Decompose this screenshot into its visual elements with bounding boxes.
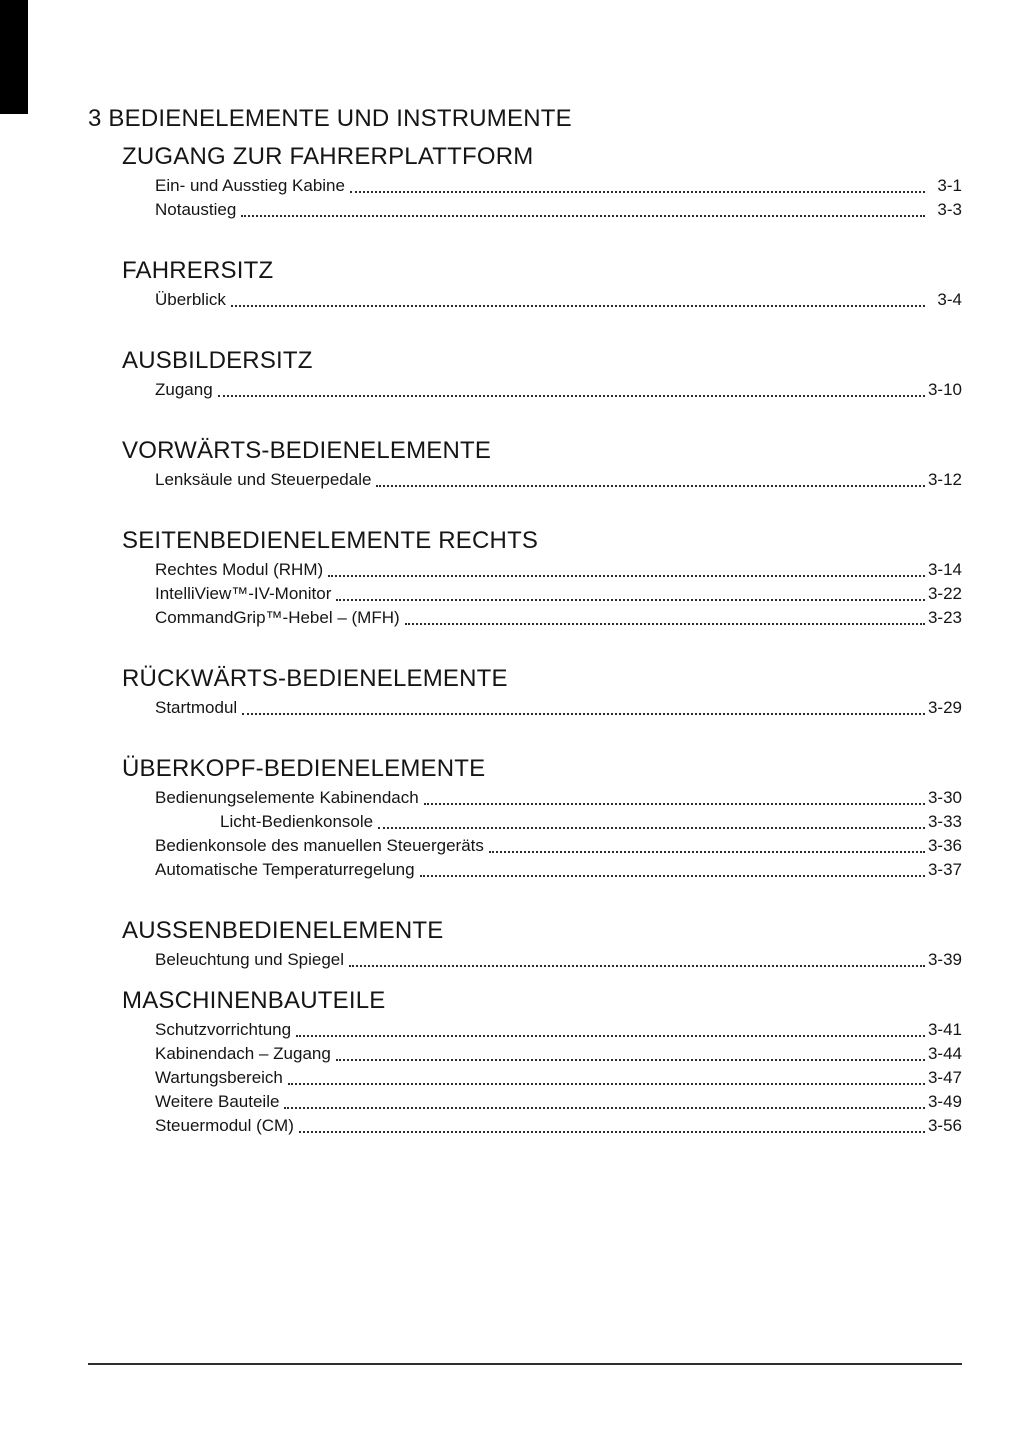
toc-entry-label: Zugang [155,380,213,399]
toc-entry [155,834,962,858]
toc-section [88,986,962,1138]
dot-leader [405,623,925,625]
toc-entry [155,558,962,582]
section-title: RÜCKWÄRTS-BEDIENELEMENTE [122,665,508,692]
toc-entry-label: Wartungsbereich [155,1068,283,1087]
toc-entry-page-number: 3-41 [927,1020,962,1039]
toc-entry [155,1114,962,1138]
toc-entry [155,1090,962,1114]
dot-leader [231,305,925,307]
toc-entry [155,696,962,720]
dot-leader [299,1131,925,1133]
toc-entry [155,606,962,630]
toc-entry-page-number: 3-49 [927,1092,962,1111]
toc-entry-label: Weitere Bauteile [155,1092,280,1111]
toc-entry-label: Ein- und Ausstieg Kabine [155,176,345,195]
section-title: VORWÄRTS-BEDIENELEMENTE [122,437,492,464]
toc-entry [155,174,962,198]
toc-entry-page-number: 3-39 [927,950,962,969]
toc-entry [220,810,962,834]
toc-entry-page-number: 3-30 [927,788,962,807]
toc-entry [155,1066,962,1090]
toc-entry [155,1018,962,1042]
toc-entry [155,582,962,606]
toc-entry-page-number: 3-33 [927,812,962,831]
section-title: AUSSENBEDIENELEMENTE [122,917,444,944]
toc-entry [155,858,962,882]
toc-entry-label: Schutzvorrichtung [155,1020,292,1039]
toc-section [88,664,962,720]
toc-entry [155,786,962,810]
dot-leader [336,599,925,601]
toc-entry-label: Startmodul [155,698,238,717]
toc-entry [155,1042,962,1066]
toc-entry [155,468,962,492]
toc-entry [155,378,962,402]
toc-entry-label: Rechtes Modul (RHM) [155,560,324,579]
dot-leader [242,713,925,715]
toc-entry-label: Überblick [155,290,226,309]
toc-content [88,104,962,1138]
toc-entry-page-number: 3-44 [927,1044,962,1063]
toc-entry-page-number: 3-10 [927,380,962,399]
toc-entry-page-number: 3-22 [927,584,962,603]
page-corner-mark [0,0,28,114]
toc-entry-page-number: 3-12 [927,470,962,489]
toc-section [88,916,962,972]
toc-section [88,256,962,312]
section-title: ÜBERKOPF-BEDIENELEMENTE [122,755,486,782]
toc-entry-page-number: 3-47 [927,1068,962,1087]
dot-leader [328,575,925,577]
dot-leader [218,395,925,397]
section-title: SEITENBEDIENELEMENTE RECHTS [122,527,539,554]
chapter-title: 3 BEDIENELEMENTE UND INSTRUMENTE [88,105,572,132]
toc-sections [88,142,962,1138]
toc-entry-page-number: 3-3 [937,200,962,219]
toc-entry-label: Beleuchtung und Spiegel [155,950,345,969]
toc-entry [155,288,962,312]
toc-entry-label: Lenksäule und Steuerpedale [155,470,372,489]
dot-leader [349,965,925,967]
toc-entry-page-number: 3-29 [927,698,962,717]
toc-entry-label: Automatische Temperaturregelung [155,860,415,879]
toc-entry-label: IntelliView™-IV-Monitor [155,584,332,603]
toc-section [88,142,962,222]
toc-section [88,754,962,882]
toc-entry-page-number: 3-56 [927,1116,962,1135]
toc-entry-label: Bedienkonsole des manuellen Steuergeräts [155,836,484,855]
toc-entry-label: CommandGrip™-Hebel – (MFH) [155,608,400,627]
dot-leader [350,191,925,193]
toc-entry [155,948,962,972]
footer-rule [88,1363,962,1365]
dot-leader [284,1107,925,1109]
dot-leader [378,827,925,829]
dot-leader [288,1083,925,1085]
toc-entry-page-number: 3-1 [937,176,962,195]
toc-entry-label: Bedienungselemente Kabinendach [155,788,419,807]
toc-entry-label: Notaustieg [155,200,237,219]
toc-entry-label: Steuermodul (CM) [155,1116,294,1135]
toc-section [88,526,962,630]
toc-entry-page-number: 3-4 [937,290,962,309]
dot-leader [420,875,925,877]
dot-leader [376,485,925,487]
section-title: AUSBILDERSITZ [122,347,313,374]
toc-entry [155,198,962,222]
toc-section [88,436,962,492]
toc-entry-page-number: 3-37 [927,860,962,879]
toc-entry-label: Licht-Bedienkonsole [220,812,374,831]
dot-leader [336,1059,925,1061]
dot-leader [489,851,925,853]
dot-leader [424,803,925,805]
toc-entry-page-number: 3-14 [927,560,962,579]
toc-entry-label: Kabinendach – Zugang [155,1044,331,1063]
dot-leader [296,1035,925,1037]
toc-entry-page-number: 3-36 [927,836,962,855]
section-title: MASCHINENBAUTEILE [122,987,386,1014]
section-title: ZUGANG ZUR FAHRERPLATTFORM [122,143,534,170]
toc-entry-page-number: 3-23 [927,608,962,627]
section-title: FAHRERSITZ [122,257,274,284]
toc-section [88,346,962,402]
dot-leader [241,215,925,217]
